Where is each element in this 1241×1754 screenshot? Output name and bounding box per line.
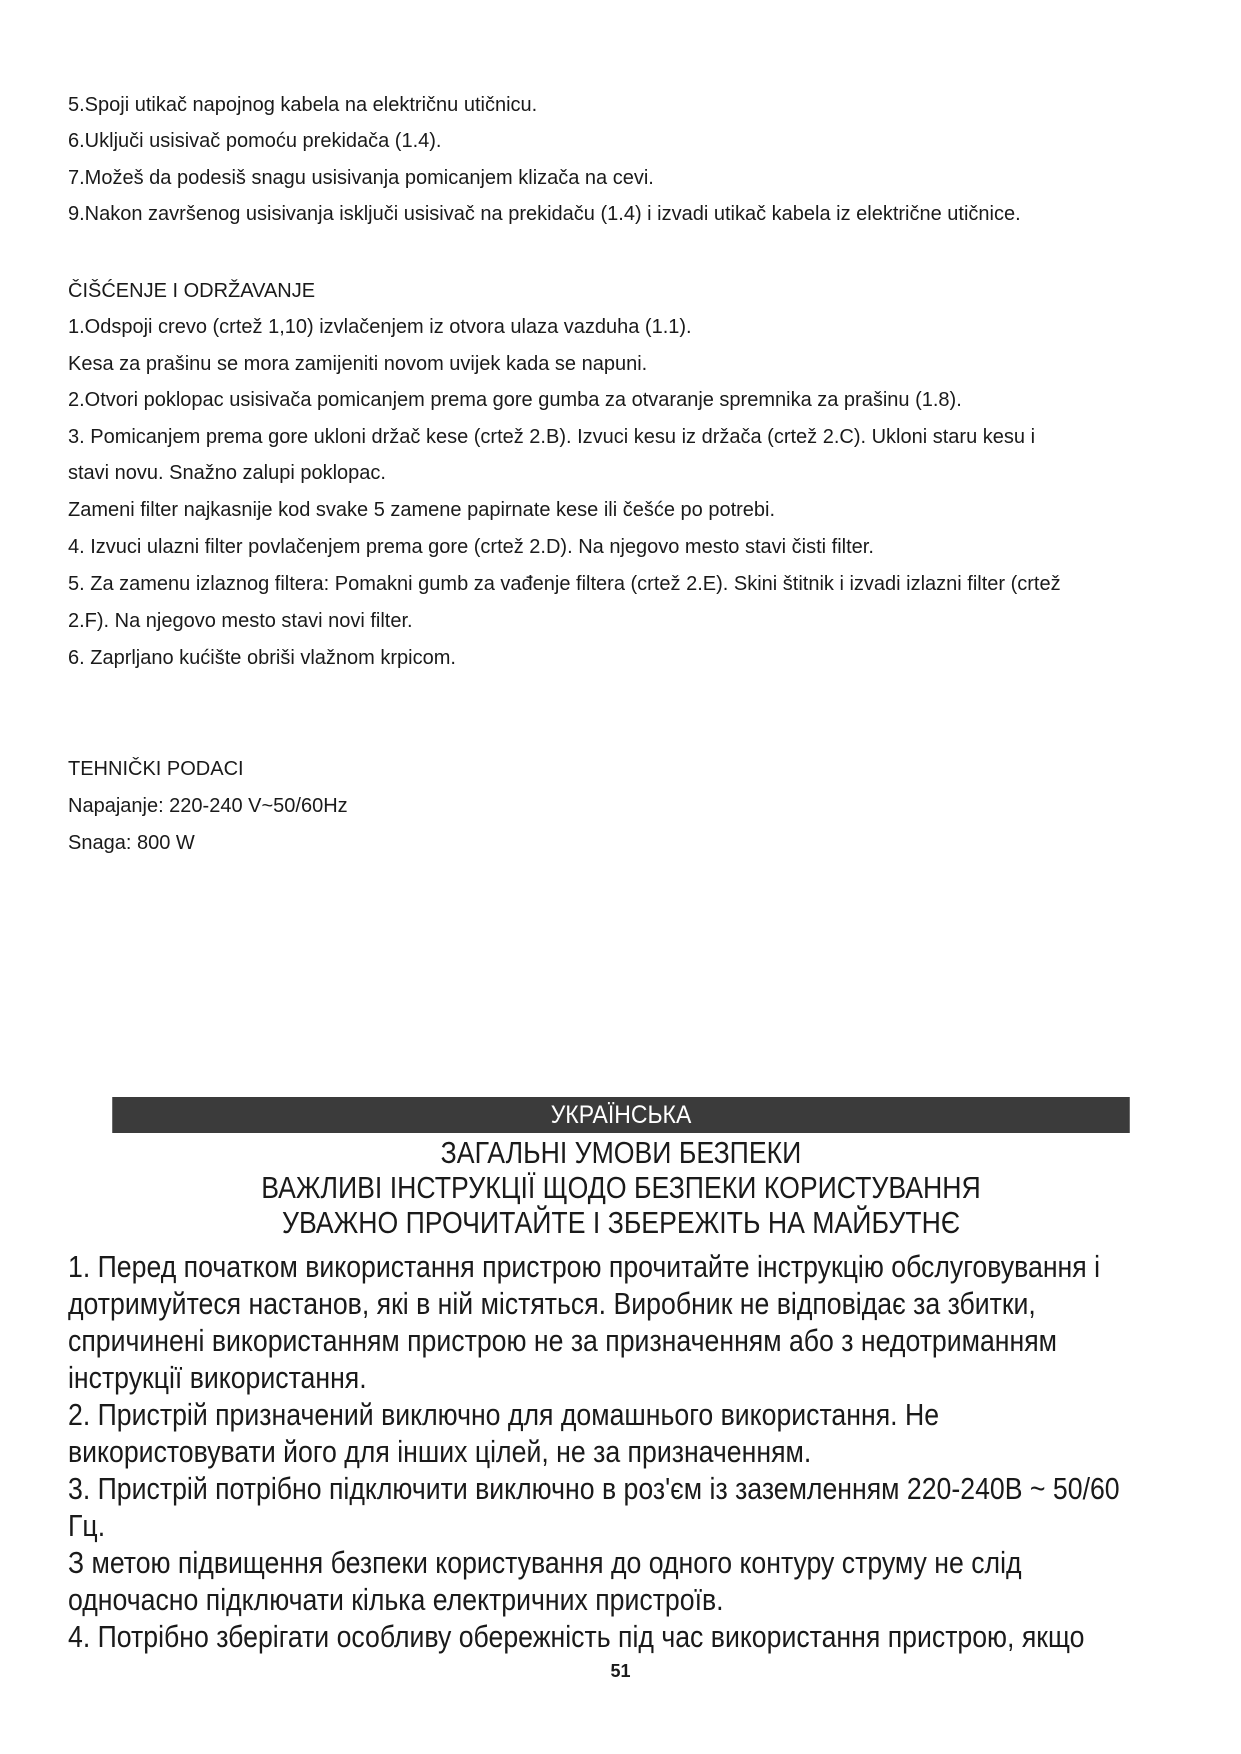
ua-heading: УВАЖНО ПРОЧИТАЙТЕ І ЗБЕРЕЖІТЬ НА МАЙБУТНЄ xyxy=(282,1205,960,1240)
ua-body-line: 1. Перед початком використання пристрою прочитайте інструкцію обслуговування і xyxy=(68,1249,1101,1284)
cleaning-line: stavi novu. Snažno zalupi poklopac. xyxy=(68,462,386,484)
cleaning-line: 6. Zaprljano kućište obriši vlažnom krpicom. xyxy=(68,647,456,669)
ua-body-line: одночасно підключати кілька електричних пристроїв. xyxy=(68,1582,724,1617)
ua-heading: ВАЖЛИВІ ІНСТРУКЦІЇ ЩОДО БЕЗПЕКИ КОРИСТУВАННЯ xyxy=(261,1170,981,1205)
ua-body-line: спричинені використанням пристрою не за призначенням або з недотриманням xyxy=(68,1323,1057,1358)
ua-body-line: 4. Потрібно зберігати особливу обережність під час використання пристрою, якщо xyxy=(68,1619,1085,1654)
cleaning-line: 3. Pomicanjem prema gore ukloni držač kese (crtež 2.B). Izvuci kesu iz držača (crtež 2.C). Ukloni staru kesu i xyxy=(68,426,1036,448)
cleaning-heading: ČIŠĆENJE I ODRŽAVANJE xyxy=(68,280,316,302)
page-number: 51 xyxy=(610,1661,631,1681)
tech-power-supply: Napajanje: 220-240 V~50/60Hz xyxy=(68,795,348,817)
ua-body-line: Гц. xyxy=(68,1508,106,1543)
language-section-bar: УКРАЇНСЬКА xyxy=(112,1097,1130,1133)
cleaning-line: Zameni filter najkasnije kod svake 5 zamene papirnate kese ili češće po potrebi. xyxy=(68,499,776,521)
cleaning-line: 1.Odspoji crevo (crtež 1,10) izvlačenjem iz otvora ulaza vazduha (1.1). xyxy=(68,316,692,338)
cleaning-line: 4. Izvuci ulazni filter povlačenjem prema gore (crtež 2.D). Na njegovo mesto stavi čisti filter. xyxy=(68,536,874,558)
tech-power: Snaga: 800 W xyxy=(68,832,195,854)
ua-body-line: використовувати його для інших цілей, не за призначенням. xyxy=(68,1434,812,1469)
ua-body-line: 2. Пристрій призначений виключно для домашнього використання. Не xyxy=(68,1397,940,1432)
ua-body-line: З метою підвищення безпеки користування до одного контуру струму не слід xyxy=(68,1545,1022,1580)
step-line: 9.Nakon završenog usisivanja isključi usisivač na prekidaču (1.4) i izvadi utikač kabela iz električne utičnice. xyxy=(68,203,1021,225)
ua-body-line: інструкції використання. xyxy=(68,1360,367,1395)
cleaning-line: 2.F). Na njegovo mesto stavi novi filter. xyxy=(68,610,413,632)
cleaning-line: 2.Otvori poklopac usisivača pomicanjem prema gore gumba za otvaranje spremnika za prašinu (1.8). xyxy=(68,389,962,411)
ua-heading: ЗАГАЛЬНІ УМОВИ БЕЗПЕКИ xyxy=(440,1135,802,1170)
cleaning-line: Kesa za prašinu se mora zamijeniti novom uvijek kada se napuni. xyxy=(68,353,648,375)
ua-body-line: 3. Пристрій потрібно підключити виключно в роз'єм із заземленням 220-240В ~ 50/60 xyxy=(68,1471,1120,1506)
step-line: 5.Spoji utikač napojnog kabela na električnu utičnicu. xyxy=(68,94,538,116)
step-line: 7.Možeš da podesiš snagu usisivanja pomicanjem klizača na cevi. xyxy=(68,167,654,189)
cleaning-line: 5. Za zamenu izlaznog filtera: Pomakni gumb za vađenje filtera (crtež 2.E). Skini štitnik i izvadi izlazni filter (crtež xyxy=(68,573,1061,595)
tech-heading: TEHNIČKI PODACI xyxy=(68,758,244,780)
step-line: 6.Uključi usisivač pomoću prekidača (1.4). xyxy=(68,130,442,152)
ua-body-line: дотримуйтеся настанов, які в ній містяться. Виробник не відповідає за збитки, xyxy=(68,1286,1036,1321)
